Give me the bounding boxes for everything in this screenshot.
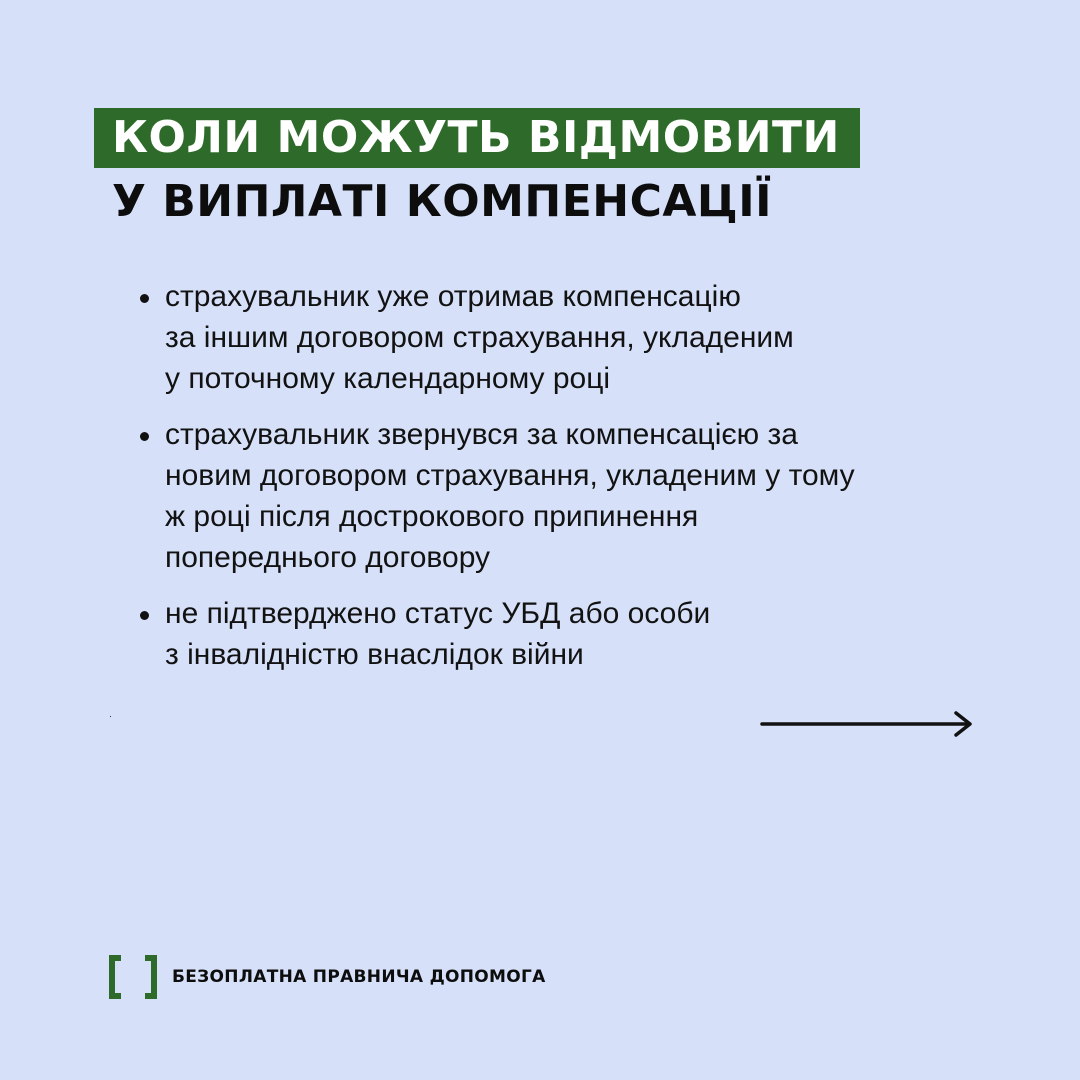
decorative-dot — [110, 716, 111, 717]
bullet-item — [136, 593, 976, 675]
bullet-line: у поточному календарному році — [165, 362, 611, 395]
bullet-item — [136, 414, 976, 578]
footer-logo — [108, 955, 546, 999]
bullet-list — [136, 276, 976, 690]
bullet-item — [136, 276, 976, 399]
bullet-line: ж році після дострокового припинення — [165, 500, 699, 533]
title-line-2: У ВИПЛАТІ КОМПЕНСАЦІЇ — [112, 176, 772, 227]
bullet-line: з інвалідністю внаслідок війни — [165, 638, 584, 671]
title-highlight: КОЛИ МОЖУТЬ ВІДМОВИТИ — [94, 108, 860, 168]
bullet-dot-icon — [140, 432, 149, 441]
bullet-dot-icon — [140, 611, 149, 620]
bullet-line: попереднього договору — [165, 541, 491, 574]
bracket-logo-icon — [108, 955, 158, 999]
logo-text: БЕЗОПЛАТНА ПРАВНИЧА ДОПОМОГА — [172, 967, 546, 987]
bullet-line: не підтверджено статус УБД або особи — [165, 597, 711, 630]
arrow-right-icon[interactable] — [760, 710, 974, 738]
bullet-line: страхувальник уже отримав компенсацію — [165, 280, 741, 313]
bullet-dot-icon — [140, 294, 149, 303]
bullet-line: новим договором страхування, укладеним у тому — [165, 459, 855, 492]
bullet-line: за іншим договором страхування, укладеним — [165, 321, 794, 354]
bullet-line: страхувальник звернувся за компенсацією за — [165, 418, 798, 451]
